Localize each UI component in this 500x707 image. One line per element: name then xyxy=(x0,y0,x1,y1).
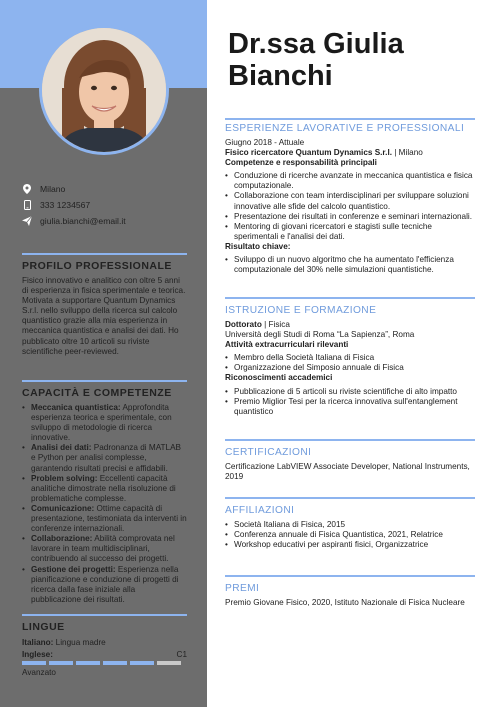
list-item: • Presentazione dei risultati in conferenze e seminari internazionali. xyxy=(225,212,475,222)
languages-section xyxy=(22,614,187,678)
profile-photo xyxy=(39,25,169,155)
skills-section xyxy=(22,380,187,605)
location-text: Milano xyxy=(40,184,66,194)
level-segment xyxy=(157,661,181,665)
section-divider xyxy=(225,297,475,299)
candidate-name: Dr.ssa Giulia Bianchi xyxy=(228,28,404,92)
contact-block xyxy=(22,181,192,229)
level-segment xyxy=(130,661,154,665)
section-divider xyxy=(22,614,187,616)
experience-role: Fisico ricercatore Quantum Dynamics S.r.l. | Milano xyxy=(225,148,423,158)
affiliations-title: AFFILIAZIONI xyxy=(225,505,295,516)
list-item: • Analisi dei dati: Padronanza di MATLAB e Python per analisi complesse, garantendo risultati precisi e affidabili. xyxy=(22,443,187,473)
languages-title: LINGUE xyxy=(22,621,65,633)
contact-phone xyxy=(22,197,192,213)
language-level-text: Avanzato xyxy=(22,668,56,677)
level-segment xyxy=(76,661,100,665)
location-pin-icon xyxy=(22,184,32,194)
phone-text[interactable]: 333 1234567 xyxy=(40,200,91,210)
certifications-title: CERTIFICAZIONI xyxy=(225,447,312,458)
language-level-bar xyxy=(22,661,187,665)
section-divider xyxy=(225,439,475,441)
section-divider xyxy=(225,497,475,499)
list-item: • Organizzazione del Simposio annuale di Fisica xyxy=(225,363,475,373)
experience-section xyxy=(225,118,475,275)
list-item: • Gestione dei progetti: Esperienza nella pianificazione e conduzione di progetti di ricerca dalla fase iniziale alla pubblicazione dei risultati. xyxy=(22,565,187,605)
list-item: • Workshop educativi per aspiranti fisici, Organizzatrice xyxy=(225,540,475,550)
profile-section xyxy=(22,253,187,357)
education-section xyxy=(225,297,475,417)
language-second: Inglese: C1 xyxy=(22,650,187,659)
awards-section xyxy=(225,575,475,608)
skills-title: CAPACITÀ E COMPETENZE xyxy=(22,387,172,399)
language-native: Italiano: Lingua madre xyxy=(22,638,106,647)
affiliations-section xyxy=(225,497,475,550)
list-item: • Conduzione di ricerche avanzate in meccanica quantistica e fisica computazionale. xyxy=(225,171,475,191)
level-segment xyxy=(103,661,127,665)
result-list xyxy=(225,255,475,275)
experience-title: ESPERIENZE LAVORATIVE E PROFESSIONALI xyxy=(225,123,465,134)
list-item: • Collaborazione con team interdisciplinari per sviluppare soluzioni innovative alle sfide del calcolo quantistico. xyxy=(225,191,475,211)
certifications-section xyxy=(225,439,475,482)
phone-icon xyxy=(22,200,32,210)
list-item: • Membro della Società Italiana di Fisica xyxy=(225,353,475,363)
list-item: • Meccanica quantistica: Approfondita esperienza teorica e sperimentale, con sviluppo di metodologie di ricerca innovative. xyxy=(22,403,187,443)
extra-list xyxy=(225,353,475,373)
result-heading: Risultato chiave: xyxy=(225,241,291,251)
email-link[interactable]: giulia.bianchi@email.it xyxy=(40,216,126,226)
awards-text: Premio Giovane Fisico, 2020, Istituto Nazionale di Fisica Nucleare xyxy=(225,598,465,607)
profile-text: Fisico innovativo e analitico con oltre 5 anni di esperienza in fisica sperimentale e teorica. Motivata a supportare Quantum Dynamics S.r.l. nello sviluppo della ricerca sul calcolo quantistico grazie alla mia esperienza in meccanica quantistica e analisi dei dati. Ho pubblicato oltre 10 articoli su riviste scientifiche peer-reviewed. xyxy=(22,276,186,356)
list-item: • Comunicazione: Ottime capacità di presentazione, testimoniata da interventi in conferenze internazionali. xyxy=(22,504,187,534)
certifications-text: Certificazione LabVIEW Associate Developer, National Instruments, 2019 xyxy=(225,462,470,482)
list-item: • Problem solving: Eccellenti capacità analitiche dimostrate nella risoluzione di problematiche complesse. xyxy=(22,474,187,504)
contact-location xyxy=(22,181,192,197)
list-item: • Società Italiana di Fisica, 2015 xyxy=(225,520,475,530)
academic-awards-list xyxy=(225,387,475,417)
section-divider xyxy=(225,118,475,120)
list-item: • Sviluppo di un nuovo algoritmo che ha aumentato l'efficienza computazionale del 30% nelle simulazioni quantistiche. xyxy=(225,255,475,275)
section-divider xyxy=(225,575,475,577)
experience-subheading: Competenze e responsabilità principali xyxy=(225,158,377,168)
awards-title: PREMI xyxy=(225,583,260,594)
profile-title: PROFILO PROFESSIONALE xyxy=(22,260,172,272)
level-segment xyxy=(22,661,46,665)
list-item: • Pubblicazione di 5 articoli su riviste scientifiche di alto impatto xyxy=(225,387,475,397)
list-item: • Conferenza annuale di Fisica Quantistica, 2021, Relatrice xyxy=(225,530,475,540)
education-university: Università degli Studi di Roma “La Sapienza”, Roma xyxy=(225,330,415,340)
list-item: • Premio Miglior Tesi per la ricerca innovativa sull'entanglement quantistico xyxy=(225,397,475,417)
experience-period: Giugno 2018 - Attuale xyxy=(225,138,305,147)
affiliations-list xyxy=(225,520,475,550)
extra-heading: Attività extracurriculari rilevanti xyxy=(225,340,349,350)
contact-email xyxy=(22,213,192,229)
list-item: • Collaborazione: Abilità comprovata nel lavorare in team multidisciplinari, contribuendo al successo dei progetti. xyxy=(22,534,187,564)
section-divider xyxy=(22,253,187,255)
list-item: • Mentoring di giovani ricercatori e stagisti sulle tecniche sperimentali e l'analisi dei dati. xyxy=(225,222,475,242)
experience-list xyxy=(225,171,475,242)
send-icon xyxy=(22,216,32,226)
awards-heading: Riconoscimenti accademici xyxy=(225,373,333,383)
level-segment xyxy=(49,661,73,665)
education-title: ISTRUZIONE E FORMAZIONE xyxy=(225,305,377,316)
education-degree: Dottorato | Fisica xyxy=(225,320,290,329)
portrait-image xyxy=(42,28,166,152)
section-divider xyxy=(22,380,187,382)
skills-list xyxy=(22,403,187,605)
